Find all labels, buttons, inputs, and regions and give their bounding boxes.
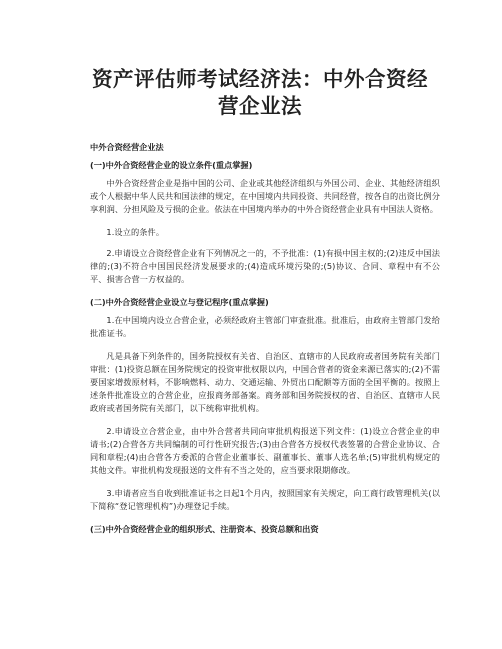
paragraph-definition: 中外合资经营企业是指中国的公司、企业或其他经济组织与外国公司、企业、其他经济组织或个人根据中华人民共和国法律的规定，在中国境内共同投资、共同经营，按各自的出资比例分享利润、分担风险及亏损的企业。依法在中国境内举办的中外合资经营企业具有中国法人资格。 xyxy=(90,178,440,214)
title-line-1: 资产评估师考试经济法：中外合资经 xyxy=(92,67,428,91)
section-title: 中外合资经营企业法 xyxy=(90,142,164,152)
heading-establishment-conditions: (一)中外合资经营企业的设立条件(重点掌握) xyxy=(90,160,253,170)
paragraph-approval: 1.在中国境内设立合营企业，必须经政府主管部门审查批准。批准后，由政府主管部门发给批准证书。 xyxy=(90,315,440,338)
paragraph-registration: 3.申请者应当自收到批准证书之日起1个月内，按照国家有关规定，向工商行政管理机关(以下简称“登记管理机构”)办理登记手续。 xyxy=(90,488,440,511)
paragraph-conditions: 1.设立的条件。 xyxy=(106,227,165,237)
title-line-2: 营企业法 xyxy=(218,94,302,118)
paragraph-application-documents: 2.申请设立合营企业，由中外合营者共同向审批机构报送下列文件：(1)设立合营企业的申请书;(2)合营各方共同编制的可行性研究报告;(3)由合营各方授权代表签署的合营企业协议、合同和章程;(4)由合营各方委派的合营企业董事长、副董事长、董事人选名单;(5)审批机构规定的其他文件。审批机构发现报送的文件有不当之处的，应当要求限期修改。 xyxy=(90,426,440,475)
paragraph-approval-authority: 凡是具备下列条件的，国务院授权有关省、自治区、直辖市的人民政府或者国务院有关部门审批：(1)投资总额在国务院规定的投资审批权限以内，中国合营者的资金来源已落实的;(2)不需要国家增拨原材料，不影响燃料、动力、交通运输、外贸出口配额等方面的全国平衡的。按照上述条件批准设立的合营企业，应报商务部备案。商务部和国务院授权的省、自治区、直辖市人民政府或者国务院有关部门，以下统称审批机构。 xyxy=(90,351,440,413)
heading-registration-procedure: (二)中外合资经营企业设立与登记程序(重点掌握) xyxy=(90,297,269,307)
paragraph-rejection-cases: 2.申请设立合资经营企业有下列情况之一的，不予批准：(1)有损中国主权的;(2)违反中国法律的;(3)不符合中国国民经济发展要求的;(4)造成环境污染的;(5)协议、合同、章程中有不公平、损害合营一方权益的。 xyxy=(90,248,440,284)
document-title xyxy=(80,66,440,120)
heading-organization-form: (三)中外合资经营企业的组织形式、注册资本、投资总额和出资 xyxy=(90,524,319,534)
